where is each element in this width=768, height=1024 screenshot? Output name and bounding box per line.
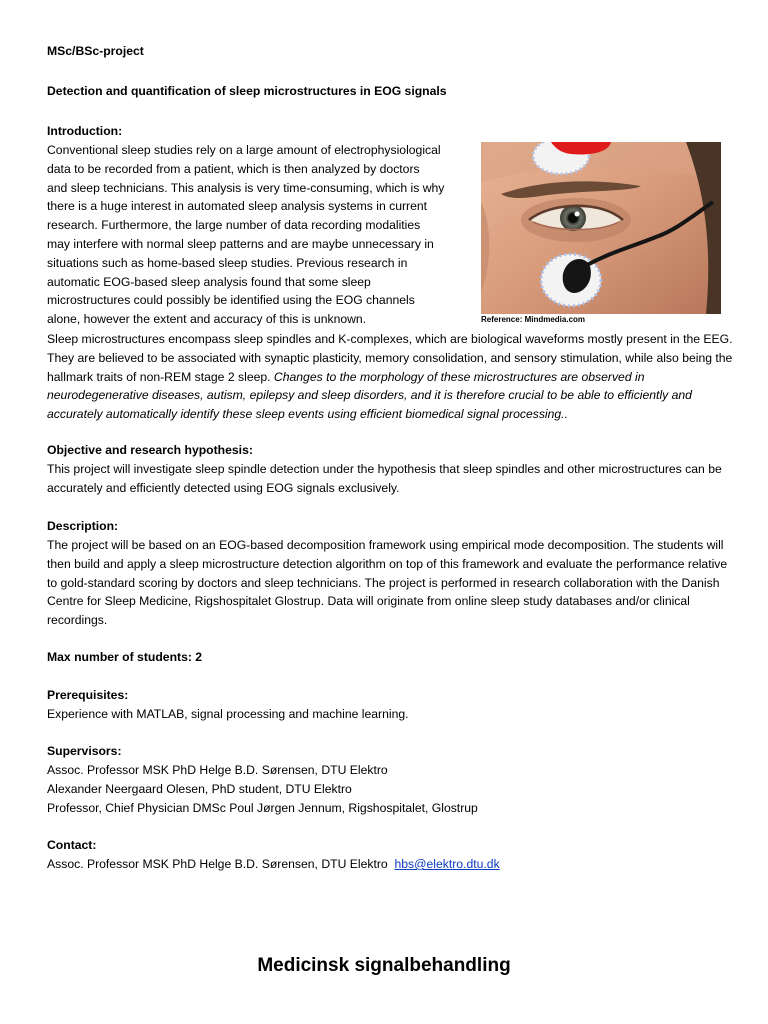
intro-line: there is a huge interest in automated sleep analysis systems in current [47,199,428,214]
prerequisites-heading: Prerequisites: [47,688,129,702]
intro-continued-italic: Changes to the morphology of these microstructures are observed in neurodegenerative diseases, autism, epilepsy and sleep disorders, and it is therefore crucial to be able to efficiently and accurately automatically identify these sleep events using efficient biomedical signal processing.. [47,369,692,422]
max-students: Max number of students: 2 [47,650,203,664]
introduction-heading: Introduction: [47,124,123,138]
intro-line: and sleep technicians. This analysis is very time-consuming, which is why [47,180,445,195]
intro-line: microstructures could possibly be identified using the EOG channels [47,293,415,308]
supervisors-heading: Supervisors: [47,744,122,758]
supervisor-item: Professor, Chief Physician DMSc Poul Jørgen Jennum, Rigshospitalet, Glostrup [47,800,478,815]
intro-line: situations such as home-based sleep studies. Previous research in [47,255,408,270]
supervisor-item: Alexander Neergaard Olesen, PhD student, DTU Elektro [47,781,352,796]
intro-line: alone, however the extent and accuracy of this is unknown. [47,312,367,327]
introduction-continued [47,330,737,424]
intro-line: data to be recorded from a patient, which is then analyzed by doctors [47,161,420,176]
eog-electrode-photo [481,142,721,314]
supervisors-list [47,761,737,817]
contact-line [47,855,737,874]
intro-line: may interfere with normal sleep patterns and are maybe unnecessary in [47,236,434,251]
intro-continued-normal: Sleep microstructures encompass sleep spindles and K-complexes, which are biological waveforms mostly present in the EEG. They are believed to be associated with synaptic plasticity, memory consolidation, and sensory stimulation, while also being the hallmark traits of non-REM stage 2 sleep. [47,332,733,384]
contact-heading: Contact: [47,838,97,852]
description-heading: Description: [47,519,119,533]
introduction-text [47,141,472,329]
eye-with-eog-electrodes-photo-icon [481,142,721,314]
project-title: Detection and quantification of sleep microstructures in EOG signals [47,84,447,98]
description-text: The project will be based on an EOG-based decomposition framework using empirical mode decomposition. The students will then build and apply a sleep microstructure detection algorithm on top of this framework and evaluate the performance relative to gold-standard scoring by doctors and sleep technicians. The project is performed in research collaboration with the Danish Centre for Sleep Medicine, Rigshospitalet Glostrup. Data will originate from online sleep study databases and/or clinical recordings. [47,538,728,628]
footer-title: Medicinsk signalbehandling [257,955,511,976]
intro-line: research. Furthermore, the large number of data recording modalities [47,218,421,233]
contact-email-link[interactable]: hbs@elektro.dtu.dk [394,857,500,871]
objective-heading: Objective and research hypothesis: [47,443,253,457]
objective-text: This project will investigate sleep spindle detection under the hypothesis that sleep spindles and other microstructures can be accurately and efficiently detected using EOG signals exclusively. [47,462,722,495]
intro-line: automatic EOG-based sleep analysis found that some sleep [47,274,371,289]
supervisor-item: Assoc. Professor MSK PhD Helge B.D. Sørensen, DTU Elektro [47,763,388,777]
prerequisites-text: Experience with MATLAB, signal processing and machine learning. [47,707,409,721]
intro-line: Conventional sleep studies rely on a large amount of electrophysiological [47,143,441,157]
image-caption: Reference: Mindmedia.com [481,315,586,324]
project-type: MSc/BSc-project [47,44,144,58]
contact-name: Assoc. Professor MSK PhD Helge B.D. Sørensen, DTU Elektro [47,857,388,871]
